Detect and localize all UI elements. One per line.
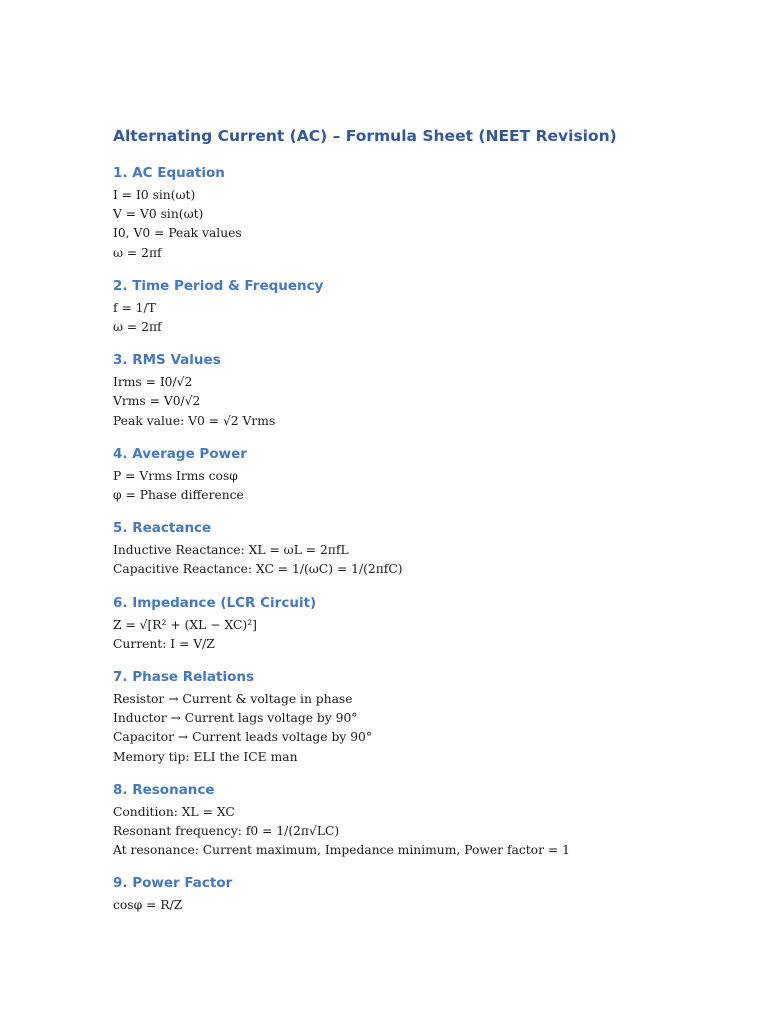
section-reactance bbox=[113, 518, 733, 579]
section-ac-equation bbox=[113, 163, 733, 263]
formula-line: Irms = I0/√2 bbox=[113, 375, 193, 390]
formula-line: Condition: XL = XC bbox=[113, 804, 235, 819]
formula-line: Inductor → Current lags voltage by 90° bbox=[113, 711, 358, 726]
section-impedance bbox=[113, 593, 733, 654]
formula-line: V = V0 sin(ωt) bbox=[113, 207, 204, 222]
formula-line: cosφ = R/Z bbox=[113, 898, 183, 913]
document-page bbox=[113, 124, 733, 929]
section-heading: 2. Time Period & Frequency bbox=[113, 277, 324, 294]
section-phase-relations bbox=[113, 667, 733, 767]
section-heading: 1. AC Equation bbox=[113, 165, 225, 181]
formula-line: ω = 2πf bbox=[113, 320, 162, 335]
formula-line: Z = √[R² + (XL − XC)²] bbox=[113, 617, 257, 632]
formula-line: At resonance: Current maximum, Impedance minimum, Power factor = 1 bbox=[113, 843, 570, 858]
formula-line: φ = Phase difference bbox=[113, 488, 244, 503]
section-resonance bbox=[113, 780, 733, 861]
formula-line: Resonant frequency: f0 = 1/(2π√LC) bbox=[113, 824, 340, 839]
formula-line: Current: I = V/Z bbox=[113, 636, 215, 651]
formula-line: Inductive Reactance: XL = ωL = 2πfL bbox=[113, 543, 349, 558]
formula-line: I = I0 sin(ωt) bbox=[113, 188, 196, 202]
section-time-period-frequency bbox=[113, 276, 733, 337]
formula-line: Peak value: V0 = √2 Vrms bbox=[113, 413, 276, 428]
formula-line: f = 1/T bbox=[113, 300, 156, 315]
formula-line: I0, V0 = Peak values bbox=[113, 226, 242, 241]
section-heading: 3. RMS Values bbox=[113, 352, 221, 369]
section-heading: 4. Average Power bbox=[113, 445, 247, 462]
formula-line: Vrms = V0/√2 bbox=[113, 394, 201, 409]
section-heading: 9. Power Factor bbox=[113, 875, 233, 892]
section-heading: 7. Phase Relations bbox=[113, 669, 255, 686]
formula-line: Capacitive Reactance: XC = 1/(ωC) = 1/(2πfC) bbox=[113, 562, 403, 577]
section-heading: 6. Impedance (LCR Circuit) bbox=[113, 594, 317, 611]
formula-line: P = Vrms Irms cosφ bbox=[113, 468, 238, 483]
section-heading: 8. Resonance bbox=[113, 781, 215, 798]
formula-line: ω = 2πf bbox=[113, 245, 162, 260]
section-average-power bbox=[113, 444, 733, 505]
section-rms-values bbox=[113, 350, 733, 431]
section-heading: 5. Reactance bbox=[113, 520, 212, 537]
formula-line: Capacitor → Current leads voltage by 90° bbox=[113, 730, 373, 745]
formula-line: Memory tip: ELI the ICE man bbox=[113, 749, 298, 764]
formula-line: Resistor → Current & voltage in phase bbox=[113, 692, 353, 707]
section-power-factor bbox=[113, 873, 733, 915]
document-title: Alternating Current (AC) – Formula Sheet (NEET Revision) bbox=[113, 127, 617, 145]
